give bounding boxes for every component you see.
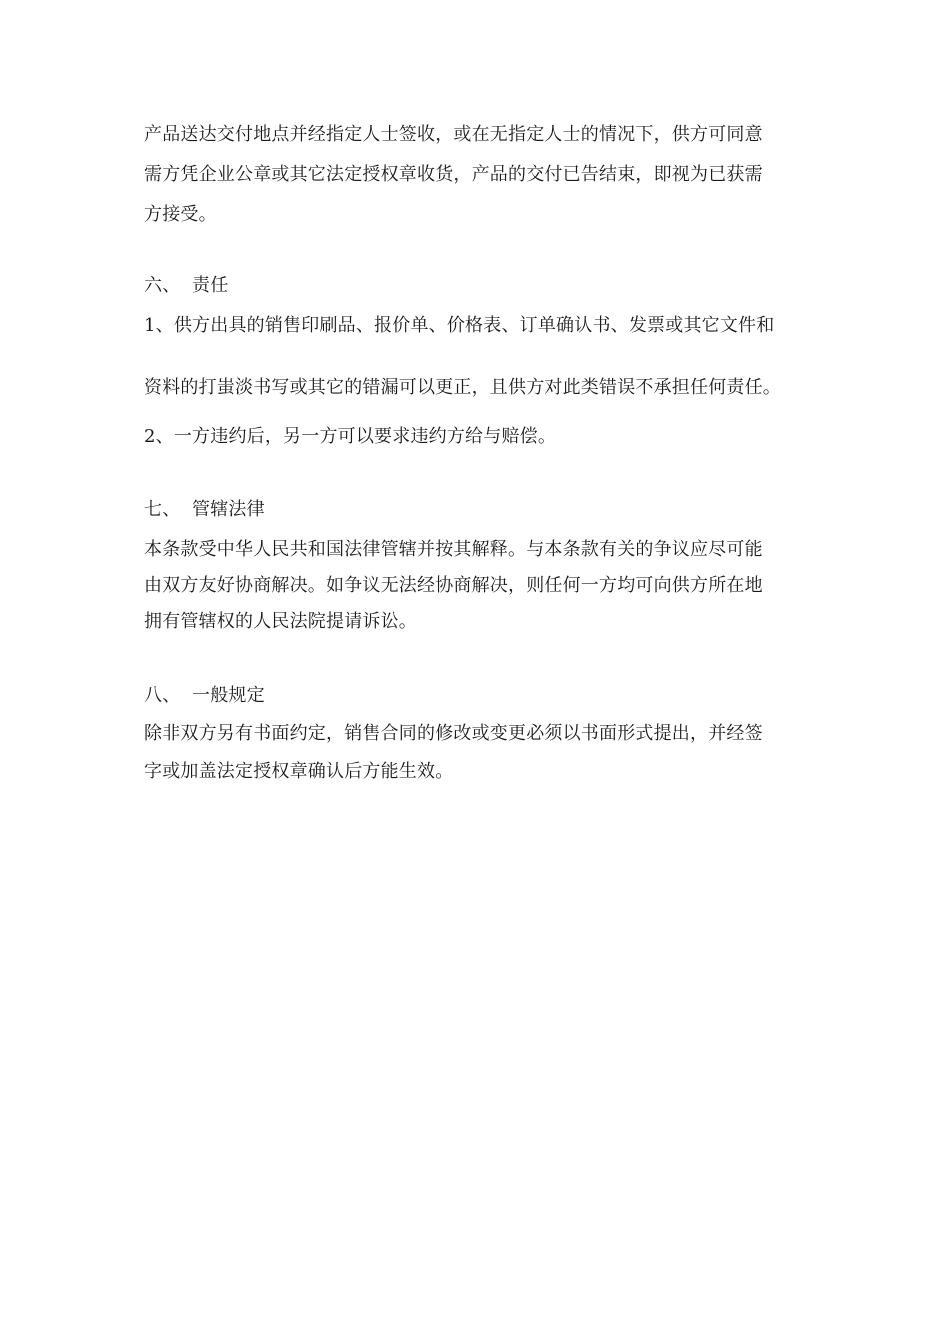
section7-number: 七、 — [144, 499, 181, 520]
section5-line-2: 需方凭企业公章或其它法定授权章收货，产品的交付已告结束，即视为已获需 — [144, 164, 763, 185]
section8-title: 一般规定 — [192, 685, 265, 706]
section6-item2: 2、一方违约后，另一方可以要求违约方给与赔偿。 — [144, 426, 557, 447]
section7-title: 管辖法律 — [192, 499, 265, 520]
section5-line-3: 方接受。 — [144, 204, 217, 225]
section7-line-3: 拥有管辖权的人民法院提请诉讼。 — [144, 611, 417, 632]
section7-line-2: 由双方友好协商解决。如争议无法经协商解决，则任何一方均可向供方所在地 — [144, 575, 763, 596]
section6-item1-line1: 1、供方出具的销售印刷品、报价单、价格表、订单确认书、发票或其它文件和 — [144, 315, 775, 336]
section6-heading — [144, 274, 814, 298]
section8-number: 八、 — [144, 685, 181, 706]
section6-number: 六、 — [144, 275, 181, 296]
section8-line-1: 除非双方另有书面约定，销售合同的修改或变更必须以书面形式提出，并经签 — [144, 723, 763, 744]
section8-line-2: 字或加盖法定授权章确认后方能生效。 — [144, 761, 454, 782]
section7-line-1: 本条款受中华人民共和国法律管辖并按其解释。与本条款有关的争议应尽可能 — [144, 539, 763, 560]
section5-line-1: 产品送达交付地点并经指定人士签收，或在无指定人士的情况下，供方可同意 — [144, 124, 763, 145]
section8-heading — [144, 684, 814, 708]
section7-heading — [144, 498, 814, 522]
section6-title: 责任 — [192, 275, 229, 296]
section6-item1-line2: 资料的打蚩淡书写或其它的错漏可以更正，且供方对此类错误不承担任何责任。 — [144, 377, 781, 398]
